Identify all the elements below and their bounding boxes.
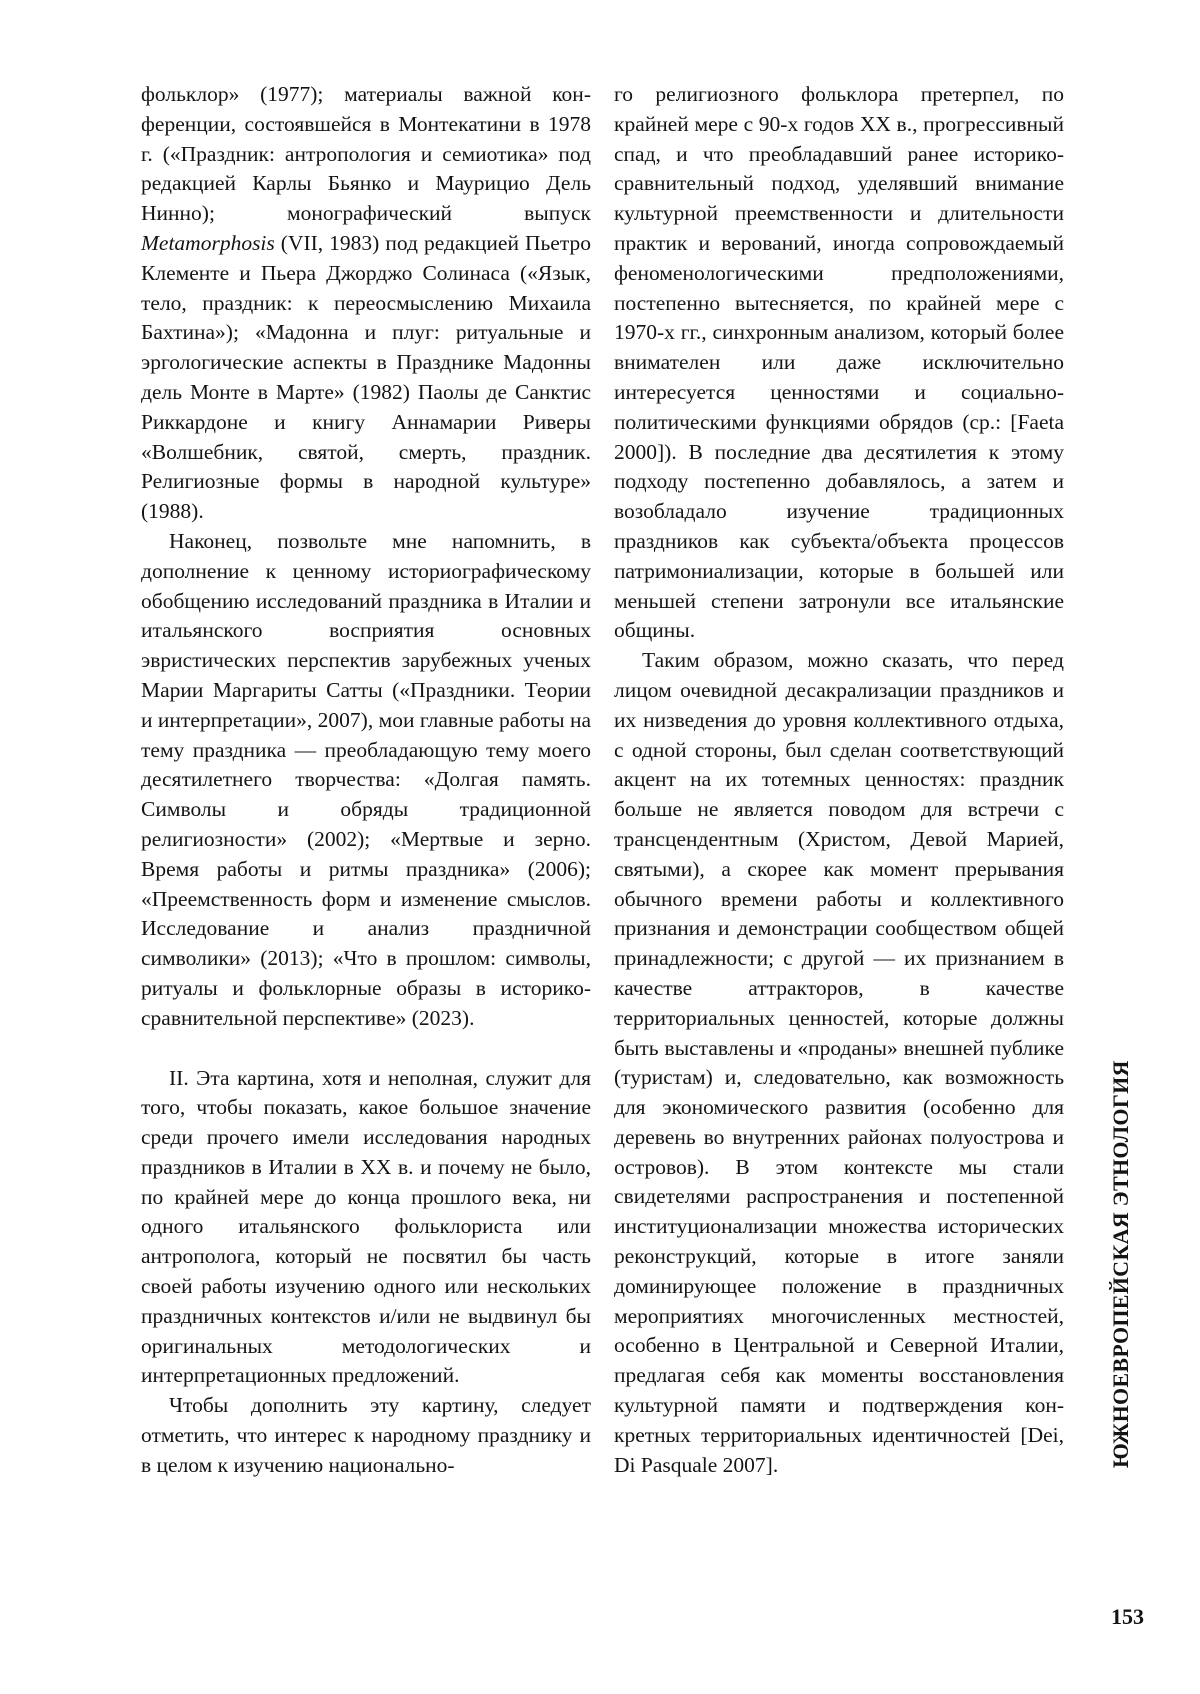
running-title: ЮЖНОЕВРОПЕЙСКАЯ ЭТНОЛОГИЯ	[1108, 1060, 1133, 1468]
paragraph-left-1	[141, 80, 591, 527]
paragraph-left-4: Чтобы дополнить эту картину, следует отметить, что интерес к народному празднику и в целом к изучению национально-	[141, 1393, 591, 1477]
paragraph-left-2: Наконец, позвольте мне напомнить, в дополнение к ценному историографическому обобщению исследований праздника в Италии и итальянского восприятия основных эвристических перспектив зарубежных ученых Марии Маргариты Сатты («Праздники. Теории и интерпретации», 2007), мои главные работы на тему праздника — преобладающую тему моего десятилетнего творчества: «Долгая память. Символы и обряды традиционной религиозности» (2002); «Мертвые и зерно. Время работы и ритмы праздника» (2006); «Преемственность форм и изменение смыслов. Исследование и анализ праздничной символики» (2013); «Что в прошлом: символы, ритуалы и фольклорные образы в историко-сравнительной перспективе» (2023).	[141, 528, 591, 1030]
paragraph-left-3: II. Эта картина, хотя и неполная, служит для того, чтобы показать, какое большое значение среди прочего имели исследования народных праздников в Италии в XX в. и почему не было, по крайней мере до конца прошлого века, ни одного итальянского фольклориста или антрополога, который не посвятил бы часть своей работы изучению одного или нескольких праздничных контекстов и/или не выдвинул бы оригинальных методологических и интерпретационных предложений.	[141, 1065, 591, 1388]
page-number: 153	[1111, 1604, 1144, 1629]
right-column	[614, 80, 1064, 1480]
paragraph-right-1: го религиозного фольклора претерпел, по крайней мере с 90-х годов XX в., прогрессивный спад, и что преобладавший ранее историко-сравнительный подход, уделявший внимание культурной преемственности и длительности практик и верований, иногда сопровождаемый феноменологическими предположениями, постепенно вытесняется, по крайней мере с 1970-х гг., синхронным анализом, который более внимателен или даже исключительно интересуется ценностями и социально-политическими функциями обрядов (ср.: [Faeta 2000]). В последние два десятилетия к этому подходу постепенно добавлялось, а затем и возобладало изучение традиционных праздников как субъекта/объекта процессов патримониализации, которые в большей или меньшей степени затронули все итальянские общины.	[614, 82, 1064, 643]
left-column	[141, 80, 591, 1481]
paragraph-text: фольклор» (1977); материалы важной конференции, состоявшейся в Монтекатини в 1978 г. («Праздник: антропология и семиотика» под редакцией Карлы Бьянко и Маурицио Дель Нинно); монографический выпуск	[141, 82, 591, 226]
paragraph-text: (VII, 1983) под редакцией Пьетро Клементе и Пьера Джорджо Солинаса («Язык, тело, праздник: к переосмыслению Михаила Бахтина»); «Мадонна и плуг: ритуальные и эргологические аспекты в Празднике Мадонны дель Монте в Марте» (1982) Паолы де Санктис Риккардоне и книгу Аннамарии Риверы «Волшебник, святой, смерть, праздник. Религиозные формы в народной культуре» (1988).	[141, 230, 591, 524]
paragraph-right-2: Таким образом, можно сказать, что перед лицом очевидной десакрализации праздников и их низведения до уровня коллективного отдыха, с одной стороны, был сделан соответствующий акцент на их тотемных ценностях: праздник больше не является поводом для встречи с трансцендентным (Христом, Девой Марией, святыми), а скорее как момент прерывания обычного времени работы и коллективного признания и демонстрации сообществом общей принадлежности; с другой — их признанием в качестве аттракторов, в качестве территориальных ценностей, которые должны быть выставлены и «проданы» внешней публике (туристам) и, следовательно, как возможность для экономического развития (особенно для деревень во внутренних районах полуострова и островов). В этом контексте мы стали свидетелями распространения и постепенной институционализации множества исторических реконструкций, которые в итоге заняли доминирующее положение в праздничных мероприятиях многочисленных местностей, особенно в Центральной и Северной Италии, предлагая себя как моменты восстановления культурной памяти и подтверждения конкретных территориальных идентичностей [Dei, Di Pasquale 2007].	[614, 648, 1064, 1477]
journal-title-italic: Metamorphosis	[141, 230, 275, 255]
